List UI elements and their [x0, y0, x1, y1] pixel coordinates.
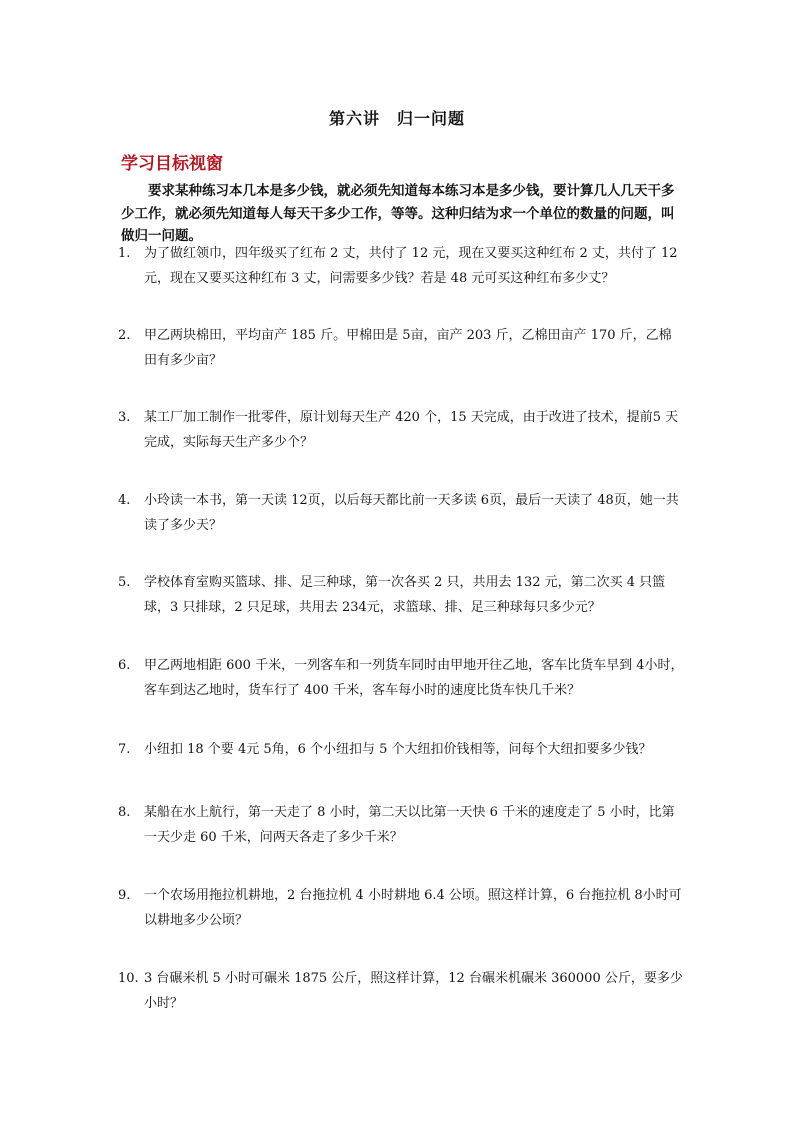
question-number: 10. — [118, 971, 139, 986]
question-item — [118, 883, 684, 933]
question-text: 学校体育室购买篮球、排、足三种球，第一次各买 2 只，共用去 132 元，第二次买 4 只篮球，3 只排球，2 只足球，共用去 234元，求篮球、排、足三种球每只多少元？ — [144, 575, 666, 615]
question-item — [118, 737, 684, 762]
question-text: 小纽扣 18 个要 4元 5角，6 个小纽扣与 5 个大纽扣价钱相等，问每个大纽扣要多少钱？ — [144, 742, 652, 757]
question-number: 5. — [118, 575, 131, 590]
question-text: 小玲读一本书，第一天读 12页，以后每天都比前一天多读 6页，最后一天读了 48页，她一共读了多少天？ — [144, 493, 679, 533]
section-heading: 学习目标视窗 — [121, 154, 223, 174]
question-number: 3. — [118, 410, 131, 425]
question-text: 甲乙两块棉田，平均亩产 185 斤。甲棉田是 5亩，亩产 203 斤，乙棉田亩产 170 斤，乙棉田有多少亩？ — [144, 328, 672, 368]
question-item — [118, 323, 684, 373]
question-number: 4. — [118, 493, 131, 508]
question-number: 6. — [118, 658, 131, 673]
question-item — [118, 653, 684, 703]
question-text: 甲乙两地相距 600 千米，一列客车和一列货车同时由甲地开往乙地，客车比货车早到 4小时，客车到达乙地时，货车行了 400 千米，客车每小时的速度比货车快几千米？ — [144, 658, 684, 698]
page-title: 第六讲 归一问题 — [328, 109, 465, 128]
question-item — [118, 800, 684, 850]
question-item — [118, 488, 684, 538]
question-item — [118, 405, 684, 455]
question-item — [118, 241, 684, 291]
question-text: 某船在水上航行，第一天走了 8 小时，第二天以比第一天快 6 千米的速度走了 5 小时，比第一天少走 60 千米，问两天各走了多少千米？ — [144, 805, 675, 845]
intro-paragraph: 要求某种练习本几本是多少钱，就必须先知道每本练习本是多少钱，要计算几人几天干多少工作，就必须先知道每人每天干多少工作，等等。这种归结为求一个单位的数量的问题，叫做归一问题。 — [121, 183, 675, 244]
question-number: 9. — [118, 888, 131, 903]
question-number: 7. — [118, 742, 131, 757]
question-item — [118, 966, 684, 1016]
question-item — [118, 570, 684, 620]
question-number: 8. — [118, 805, 131, 820]
question-number: 2. — [118, 328, 131, 343]
question-number: 1. — [118, 246, 131, 261]
question-text: 一个农场用拖拉机耕地，2 台拖拉机 4 小时耕地 6.4 公顷。照这样计算，6 台拖拉机 8小时可以耕地多少公顷？ — [144, 888, 682, 928]
question-text: 3 台碾米机 5 小时可碾米 1875 公斤，照这样计算，12 台碾米机碾米 360000 公斤，要多少小时？ — [144, 971, 683, 1011]
question-text: 为了做红领巾，四年级买了红布 2 丈，共付了 12 元，现在又要买这种红布 2 丈，共付了 12元，现在又要买这种红布 3 丈，问需要多少钱？若是 48 元可买这种红布多少丈？ — [144, 246, 678, 286]
question-text: 某工厂加工制作一批零件，原计划每天生产 420 个，15 天完成，由于改进了技术，提前5 天完成，实际每天生产多少个？ — [144, 410, 679, 450]
